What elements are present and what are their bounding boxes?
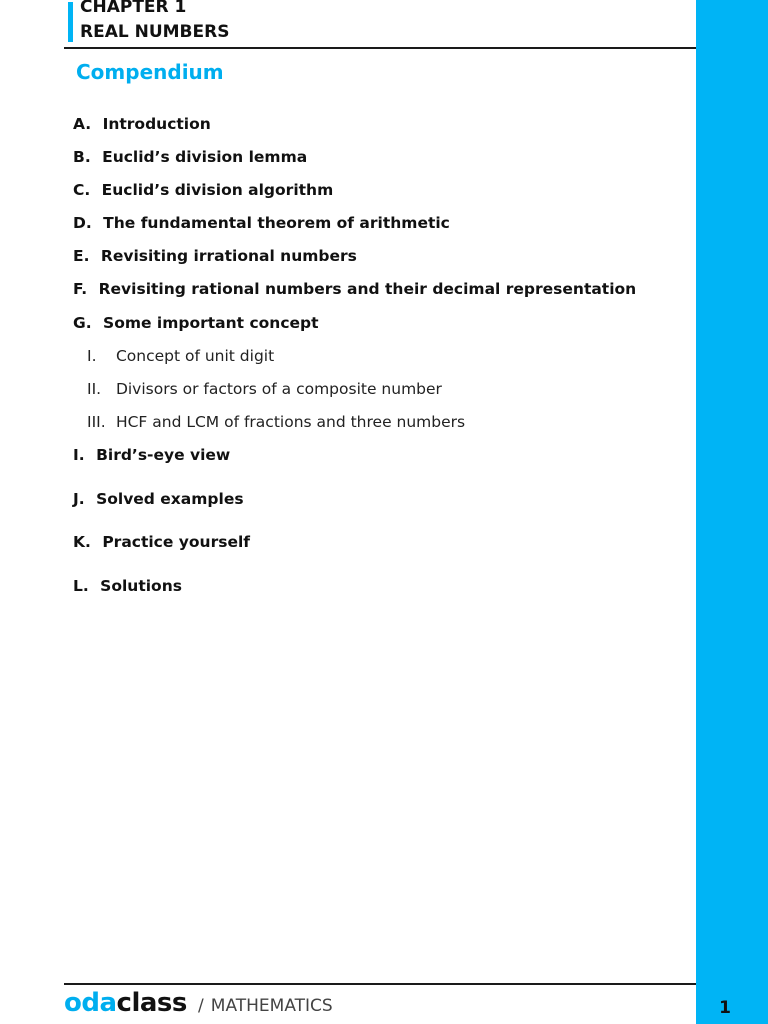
- toc-subitem-text: HCF and LCM of fractions and three numbers: [115, 413, 466, 431]
- toc-text: The fundamental theorem of arithmetic: [103, 214, 450, 232]
- header-divider: [64, 47, 696, 49]
- toc-subitem-text: Divisors or factors of a composite number: [115, 380, 442, 398]
- toc-text: Some important concept: [103, 314, 319, 332]
- toc-marker: B.: [73, 148, 91, 166]
- toc-text: Practice yourself: [102, 533, 251, 551]
- toc-text: Euclid’s division algorithm: [101, 181, 334, 199]
- toc-subitem: [87, 412, 465, 432]
- section-title: Compendium: [76, 60, 224, 84]
- right-accent-band: [696, 0, 768, 1024]
- toc-marker: C.: [73, 181, 91, 199]
- subject-label: MATHEMATICS: [210, 996, 333, 1016]
- toc-text: Solutions: [100, 577, 182, 595]
- toc-marker: D.: [73, 214, 92, 232]
- toc-subitem-marker: I.: [87, 347, 97, 365]
- chapter-accent-bar: [68, 2, 73, 42]
- toc-text: Solved examples: [96, 490, 244, 508]
- toc-item: [73, 489, 244, 509]
- toc-item: [73, 246, 357, 266]
- toc-item: [73, 147, 307, 167]
- toc-text: Introduction: [102, 115, 211, 133]
- toc-item: [73, 445, 230, 465]
- toc-marker: A.: [73, 115, 92, 133]
- brand-separator: /: [197, 996, 204, 1016]
- brand-name-oda: oda: [64, 988, 117, 1018]
- toc-item: [73, 180, 333, 200]
- toc-text: Revisiting rational numbers and their decimal representation: [98, 280, 637, 298]
- toc-subitem-text: Concept of unit digit: [115, 347, 275, 365]
- toc-subitem-marker: II.: [87, 380, 102, 398]
- toc-subitem: [87, 379, 442, 399]
- toc-marker: E.: [73, 247, 90, 265]
- toc-marker: L.: [73, 577, 89, 595]
- toc-text: Euclid’s division lemma: [102, 148, 308, 166]
- toc-text: Bird’s-eye view: [96, 446, 231, 464]
- toc-item: [73, 279, 636, 299]
- toc-marker: K.: [73, 533, 91, 551]
- toc-subitem-marker: III.: [87, 413, 106, 431]
- toc-item: [73, 576, 182, 596]
- brand-logo: [64, 988, 333, 1021]
- page-number: 1: [719, 998, 731, 1018]
- toc-marker: F.: [73, 280, 88, 298]
- chapter-number: CHAPTER 1: [80, 0, 187, 17]
- toc-item: [73, 114, 211, 134]
- toc-marker: I.: [73, 446, 85, 464]
- toc-item: [73, 313, 319, 333]
- toc-text: Revisiting irrational numbers: [100, 247, 357, 265]
- toc-item: [73, 532, 250, 552]
- footer-divider: [64, 983, 696, 985]
- chapter-title: REAL NUMBERS: [80, 22, 230, 42]
- toc-marker: J.: [73, 490, 85, 508]
- toc-item: [73, 213, 450, 233]
- brand-name-class: class: [116, 988, 187, 1018]
- toc-subitem: [87, 346, 274, 366]
- toc-marker: G.: [73, 314, 92, 332]
